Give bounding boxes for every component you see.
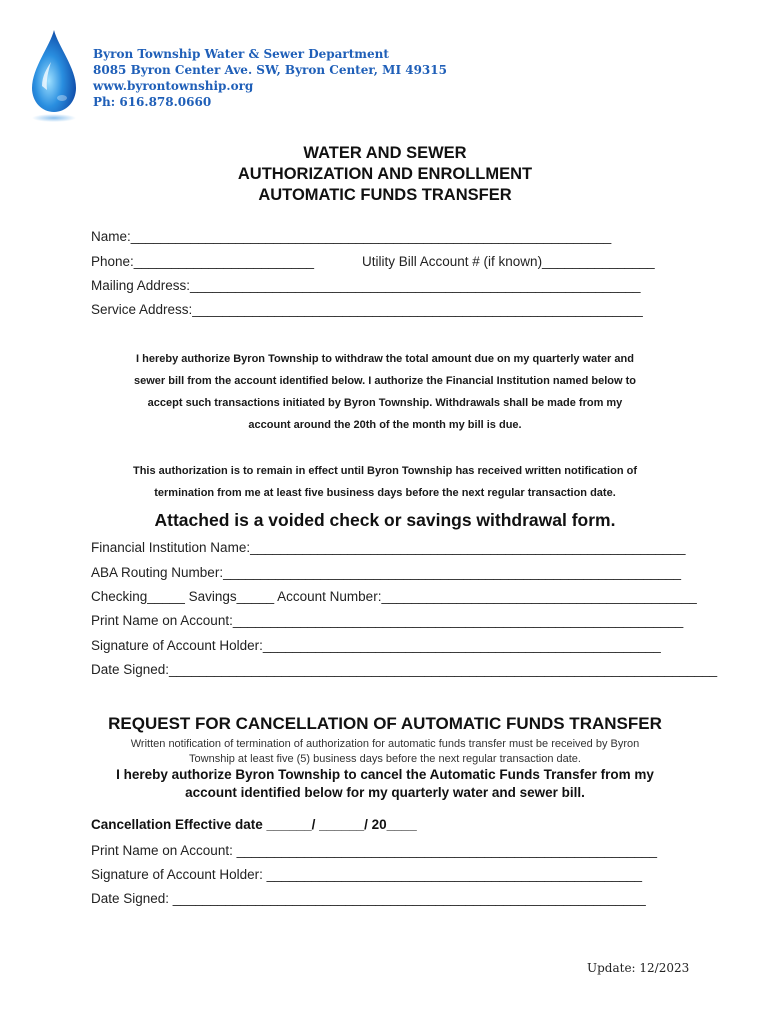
financial-institution-field[interactable]: Financial Institution Name:__________________________________________________________	[91, 540, 686, 555]
update-date: Update: 12/2023	[587, 961, 690, 975]
cancellation-statement	[60, 766, 710, 802]
phone-field[interactable]: Phone:________________________	[91, 254, 314, 269]
name-field[interactable]: Name:________________________________________________________________	[91, 229, 612, 244]
service-address-field[interactable]: Service Address:____________________________________________________________	[91, 302, 643, 317]
cancellation-print-name-field[interactable]: Print Name on Account: ________________________________________________________	[91, 843, 658, 858]
cancellation-date-signed-field[interactable]: Date Signed: _______________________________________________________________	[91, 891, 646, 906]
org-address: 8085 Byron Center Ave. SW, Byron Center, MI 49315	[93, 63, 447, 77]
cancellation-effective-date-field[interactable]: Cancellation Effective date ______/ ______/ 20____	[91, 817, 417, 832]
title-line-2: AUTHORIZATION AND ENROLLMENT	[237, 165, 533, 183]
cancellation-notice-line: Written notification of termination of authorization for automatic funds transfer must be received by Byron	[130, 738, 640, 750]
authorization-line: sewer bill from the account identified below. I authorize the Financial Institution named below to	[134, 375, 636, 387]
authorization-line: I hereby authorize Byron Township to withdraw the total amount due on my quarterly water and	[136, 353, 634, 365]
cancellation-notice-line: Township at least five (5) business days before the next regular transaction date.	[189, 753, 581, 765]
authorization-paragraph	[60, 348, 710, 436]
org-phone: Ph: 616.878.0660	[93, 95, 212, 109]
cancellation-notice	[60, 737, 710, 767]
cancellation-signature-field[interactable]: Signature of Account Holder: __________________________________________________	[91, 867, 643, 882]
routing-number-field[interactable]: ABA Routing Number:_____________________________________________________________	[91, 565, 682, 580]
authorization-line: account around the 20th of the month my bill is due.	[248, 419, 522, 431]
cancellation-statement-line: I hereby authorize Byron Township to cancel the Automatic Funds Transfer from my	[116, 767, 654, 782]
org-website[interactable]: www.byrontownship.org	[93, 79, 254, 93]
title-line-1: WATER AND SEWER	[303, 144, 467, 162]
print-name-field[interactable]: Print Name on Account:____________________________________________________________	[91, 613, 684, 628]
effect-paragraph	[60, 460, 710, 504]
attached-heading: Attached is a voided check or savings withdrawal form.	[154, 510, 616, 530]
signature-field[interactable]: Signature of Account Holder:_____________________________________________________	[91, 638, 661, 653]
mailing-address-field[interactable]: Mailing Address:____________________________________________________________	[91, 278, 641, 293]
title-line-3: AUTOMATIC FUNDS TRANSFER	[258, 186, 512, 204]
water-drop-icon	[28, 28, 80, 124]
effect-line: termination from me at least five business days before the next regular transaction date.	[154, 487, 616, 499]
effect-line: This authorization is to remain in effect until Byron Township has received written notification of	[132, 465, 637, 477]
date-signed-field[interactable]: Date Signed:_________________________________________________________________________	[91, 662, 718, 677]
utility-account-field[interactable]: Utility Bill Account # (if known)_______________	[362, 254, 655, 269]
authorization-line: accept such transactions initiated by Byron Township. Withdrawals shall be made from my	[147, 397, 623, 409]
cancellation-heading: REQUEST FOR CANCELLATION OF AUTOMATIC FUNDS TRANSFER	[108, 714, 662, 733]
cancellation-statement-line: account identified below for my quarterly water and sewer bill.	[185, 785, 585, 800]
org-name: Byron Township Water & Sewer Department	[93, 47, 389, 61]
account-number-field[interactable]: Checking_____ Savings_____ Account Number:__________________________________________	[91, 589, 697, 604]
